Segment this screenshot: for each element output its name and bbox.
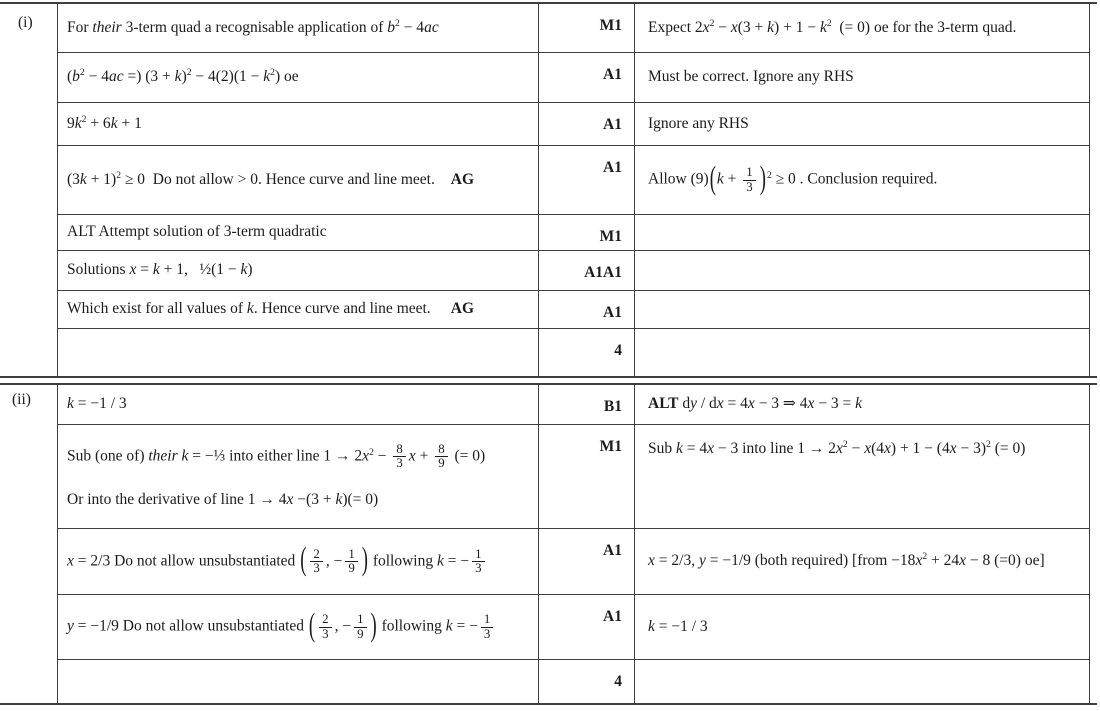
table-row: [58, 529, 1089, 595]
mark-cell: [539, 385, 635, 424]
working-text: Which exist for all values of k. Hence curve and line meet.: [67, 300, 431, 318]
mark-label: A1: [603, 159, 622, 176]
working-cell: [58, 529, 539, 594]
section-divider-line-1: [0, 376, 1097, 378]
bottom-border-line: [0, 703, 1097, 705]
working-text: $9k^2 + 6k + 1$: [67, 114, 142, 132]
mark-cell: [539, 215, 635, 250]
mark-label: A1: [603, 608, 622, 625]
ag-label: AG: [450, 170, 474, 188]
comment-text: Allow (9)(k + $\frac{1}{3}$ )$^2$ ≥ 0 . Conclusion required.: [648, 160, 938, 198]
table-row: [58, 53, 1089, 103]
working-cell: [58, 4, 539, 52]
mark-cell: [539, 660, 635, 703]
ag-label: AG: [450, 300, 474, 318]
mark-cell: [539, 53, 635, 102]
comment-text: x = 2/3, y = −1/9 (both required) [from $-18x^2 + 24x - 8$ (=0) oe]: [648, 551, 1045, 570]
total-row: [58, 660, 1089, 703]
mark-cell: [539, 4, 635, 52]
comment-cell: [635, 53, 1089, 102]
working-text: For their 3-term quad a recognisable application of $b^2 - 4ac$: [67, 18, 439, 36]
table-row: [58, 425, 1089, 529]
mark-cell: [539, 329, 635, 376]
part-label-i: (i): [18, 14, 33, 31]
working-cell: [58, 53, 539, 102]
mark-cell: [539, 529, 635, 594]
mark-cell: [539, 595, 635, 659]
working-cell: [58, 385, 539, 424]
working-cell: [58, 146, 539, 214]
mark-label: A1: [603, 304, 622, 321]
comment-cell: [635, 425, 1089, 528]
mark-label: A1: [603, 116, 622, 133]
part-label-ii: (ii): [12, 391, 31, 408]
comment-cell: [635, 329, 1089, 376]
comment-text: Ignore any RHS: [648, 114, 749, 132]
comment-cell: [635, 146, 1089, 214]
working-text: ALT Attempt solution of 3-term quadratic: [67, 223, 327, 241]
working-cell: [58, 215, 539, 250]
comment-cell: [635, 595, 1089, 659]
working-text: Solutions x = k + 1, ½(1 − k): [67, 261, 253, 279]
mark-label: M1: [599, 228, 622, 245]
working-cell: [58, 660, 539, 703]
table-row: [58, 385, 1089, 425]
mark-total: 4: [614, 342, 622, 359]
working-cell: [58, 329, 539, 376]
mark-cell: [539, 425, 635, 528]
mark-label: B1: [603, 398, 622, 415]
mark-cell: [539, 146, 635, 214]
mark-label: A1: [603, 542, 622, 559]
comment-cell: [635, 4, 1089, 52]
mark-label: M1: [599, 17, 622, 34]
comment-cell: [635, 215, 1089, 250]
mark-label: A1A1: [584, 264, 622, 281]
working-text-line2: Or into the derivative of line 1 → 4x −(3 + k)(= 0): [67, 490, 379, 508]
table-row: [58, 103, 1089, 146]
working-cell: [58, 595, 539, 659]
working-cell: [58, 291, 539, 328]
mark-cell: [539, 103, 635, 145]
table-row: [58, 146, 1089, 215]
mark-label: M1: [599, 438, 622, 455]
working-cell: [58, 425, 539, 528]
comment-cell: [635, 291, 1089, 328]
working-text: $(3k + 1)^2 \ge 0$ Do not allow > 0. Hence curve and line meet.: [67, 170, 435, 188]
section-i-table: [57, 4, 1090, 376]
working-text: k = −1 / 3: [67, 395, 127, 413]
table-row: [58, 215, 1089, 251]
comment-text: k = −1 / 3: [648, 617, 708, 635]
comment-text: Sub k = 4x − 3 into line $1 \to 2x^2 - x(4x) + 1 - (4x - 3)^2$ (= 0): [648, 439, 1026, 457]
working-text: Sub (one of) their k = −⅓ into either line $1 \to 2x^2$ − $\frac{8}{3}$ x + $\frac{8}{9}$ (= 0): [67, 441, 486, 471]
comment-cell: [635, 660, 1089, 703]
table-row: [58, 251, 1089, 291]
working-cell: [58, 251, 539, 290]
comment-cell: [635, 103, 1089, 145]
section-ii-table: [57, 385, 1090, 703]
table-row: [58, 291, 1089, 329]
mark-total: 4: [614, 673, 622, 690]
comment-text: Expect $2x^2 - x(3 + k) + 1 - k^2$ (= 0) oe for the 3-term quad.: [648, 18, 1017, 36]
comment-text: ALT dy / dx = 4x − 3 ⇒ 4x − 3 = k: [648, 395, 863, 413]
mark-cell: [539, 291, 635, 328]
total-row: [58, 329, 1089, 376]
table-row: [58, 4, 1089, 53]
comment-text: Must be correct. Ignore any RHS: [648, 68, 854, 86]
mark-label: A1: [603, 66, 622, 83]
comment-cell: [635, 251, 1089, 290]
working-text: x = 2/3 Do not allow unsubstantiated ( $\frac{2}{3}$ , − $\frac{1}{9}$ ) following k = − $\frac{1}{3}$: [67, 548, 488, 576]
working-text: y = −1/9 Do not allow unsubstantiated ( $\frac{2}{3}$ , − $\frac{1}{9}$ ) following k = − $\frac{1}{3}$: [67, 613, 496, 641]
working-text: ($b^2 - 4ac$ =) $(3 + k)^2 - 4(2)(1 - k^2)$ oe: [67, 67, 299, 86]
working-cell: [58, 103, 539, 145]
mark-cell: [539, 251, 635, 290]
comment-cell: [635, 385, 1089, 424]
table-row: [58, 595, 1089, 660]
comment-cell: [635, 529, 1089, 594]
